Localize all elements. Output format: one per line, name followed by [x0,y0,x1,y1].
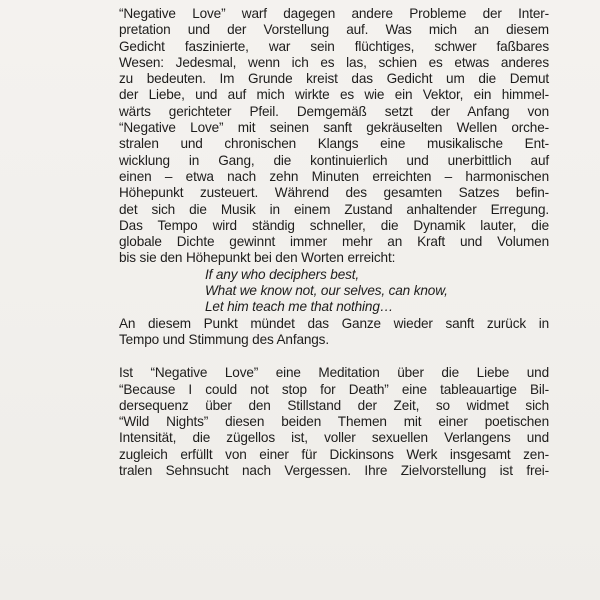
text-line: zugleich erfüllt von einer für Dickinsons Werk insgesamt zen- [119,446,549,462]
text-line: Höhepunkt zusteuert. Während des gesamten Satzes befin- [119,185,549,201]
text-line: Wesen: Jedesmal, wenn ich es las, schien es etwas anderes [119,54,549,70]
paragraph-1 [119,6,549,267]
text-line: globale Dichte gewinnt immer mehr an Kraft und Volumen [119,234,549,250]
paragraph-gap [119,348,549,365]
text-line: “Negative Love” warf dagegen andere Probleme der Inter- [119,6,549,21]
text-line: Ist “Negative Love” eine Meditation über die Liebe und [119,365,549,381]
text-line: zu bedeuten. Im Grunde kreist das Gedicht um die Demut [119,71,549,87]
poem-quote [119,267,549,316]
text-line: An diesem Punkt mündet das Ganze wieder sanft zurück in [119,315,549,331]
text-line: der Liebe, und auf mich wirkte es wie ein Vektor, ein himmel- [119,87,549,103]
text-line: dersequenz über den Stillstand der Zeit, so widmet sich [119,397,549,413]
paragraph-2 [119,365,549,479]
text-line: Gedicht faszinierte, war sein flüchtiges, schwer faßbares [119,38,549,54]
poem-line: What we know not, our selves, can know, [205,283,448,299]
text-line: “Because I could not stop for Death” eine tableauartige Bil- [119,381,549,397]
text-line: tralen Sehnsucht nach Vergessen. Ihre Zielvorstellung ist frei- [119,463,549,479]
text-line: det sich die Musik in einem Zustand anhaltender Erregung. [119,201,549,217]
paragraph-1-end [119,316,549,349]
text-line: einen – etwa nach zehn Minuten erreichten – harmonischen [119,168,549,184]
text-body [119,6,549,479]
text-line: Das Tempo wird ständig schneller, die Dynamik lauter, die [119,217,549,233]
text-line: bis sie den Höhepunkt bei den Worten erreicht: [119,250,396,266]
poem-line: Let him teach me that nothing… [205,299,394,315]
text-line: wärts gerichteter Pfeil. Demgemäß setzt der Anfang von [119,103,549,119]
text-line: stralen und chronischen Klangs eine musikalische Ent- [119,136,549,152]
text-line: Intensität, die zügellos ist, voller sexuellen Verlangens und [119,430,549,446]
text-line: “Wild Nights” diesen beiden Themen mit einer poetischen [119,414,549,430]
poem-line: If any who deciphers best, [205,266,360,282]
text-line: wicklung in Gang, die kontinuierlich und unerbittlich auf [119,152,549,168]
text-line: Tempo und Stimmung des Anfangs. [119,331,329,347]
text-line: pretation und der Vorstellung auf. Was mich an diesem [119,22,549,38]
text-line: “Negative Love” mit seinen sanft gekräuselten Wellen orche- [119,120,549,136]
